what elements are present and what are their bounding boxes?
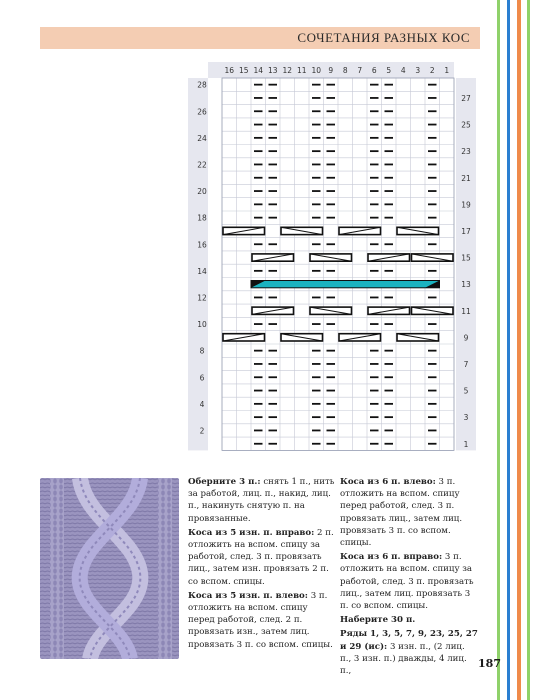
instruction-rows: Ряды 1, 3, 5, 7, 9, 23, 25, 27 и 29 (ис): 3 изн. п., (2 лиц. п., 3 изн. п.) дважды, 4 лиц. п.,: [340, 629, 478, 677]
decor-stripe-orange: [517, 0, 521, 700]
row-number-right: 23: [461, 147, 471, 157]
row-number-right: 7: [463, 359, 469, 369]
row-number-right: 19: [461, 200, 471, 210]
col-number: 3: [415, 66, 421, 75]
col-number: 14: [253, 66, 264, 75]
decor-stripe-blue: [507, 0, 510, 700]
row-number-right: 15: [461, 253, 471, 263]
row-number-left: 24: [197, 133, 207, 143]
col-number: 12: [282, 66, 293, 75]
knit-swatch-photo: [40, 478, 179, 659]
col-number: 11: [296, 66, 307, 75]
row-number-right: 1: [463, 439, 469, 449]
col-number: 15: [238, 66, 249, 75]
row-number-left: 28: [197, 80, 207, 90]
row-number-left: 2: [199, 426, 205, 436]
row-number-right: 21: [461, 173, 471, 183]
row-number-left: 14: [197, 266, 207, 276]
row-number-left: 18: [197, 213, 207, 223]
row-number-right: 11: [461, 306, 471, 316]
row-number-left: 6: [199, 373, 205, 383]
col-number: 5: [386, 66, 392, 75]
knitting-chart: [188, 62, 476, 462]
col-number: 1: [444, 66, 450, 75]
instruction-wrap-3: Оберните 3 п.: снять 1 п., нить за работой, лиц. п., накид, лиц. п., накинуть снятую п. на провязанные.: [188, 477, 335, 524]
row-number-right: 13: [461, 280, 471, 290]
instructions-column-1: [188, 476, 336, 653]
instruction-cable-6-left: Коса из 6 п. влево: 3 п. отложить на вспом. спицу перед работой, след. 3 п. провязать лиц., затем лиц. провязать 3 п. со вспом. спицы.: [340, 477, 463, 549]
row-number-right: 5: [463, 386, 469, 396]
instruction-cable-5-left: Коса из 5 изн. п. влево: 3 п. отложить на вспом. спицу перед работой, след. 2 п. провязать изн., затем лиц. провязать 3 п. со вспом. спицы.: [188, 590, 333, 650]
instruction-cable-6-right: Коса из 6 п. вправо: 3 п. отложить на вспом. спицу за работой, след. 3 п. провязать лиц., затем лиц. провязать 3 п. со вспом. спицы.: [340, 552, 474, 612]
row-number-left: 20: [197, 187, 207, 197]
row-number-right: 3: [463, 413, 469, 423]
col-number: 16: [224, 66, 235, 75]
row-number-right: 25: [461, 120, 471, 130]
instructions-column-2: [340, 476, 478, 679]
row-number-right: 17: [461, 226, 471, 236]
col-number: 2: [429, 66, 435, 75]
row-number-left: 8: [199, 346, 205, 356]
row-number-left: 22: [197, 160, 207, 170]
chart-background: [188, 62, 476, 462]
row-number-left: 4: [199, 399, 205, 409]
col-number: 4: [400, 66, 406, 75]
col-number: 7: [357, 66, 363, 75]
row-number-left: 26: [197, 107, 207, 117]
decor-stripe-green: [497, 0, 500, 700]
row-number-left: 12: [197, 293, 207, 303]
col-number: 13: [267, 66, 278, 75]
section-title: СОЧЕТАНИЯ РАЗНЫХ КОС: [297, 30, 470, 45]
instruction-cable-5-right: Коса из 5 изн. п. вправо: 2 п. отложить на вспом. спицу за работой, след. 3 п. провязать лиц., затем изн. провязать 2 п. со вспом. спицы.: [188, 527, 334, 587]
page-number: 187: [478, 657, 501, 670]
row-number-right: 27: [461, 93, 471, 103]
col-number: 10: [311, 66, 322, 75]
instruction-cast-on: Наберите 30 п.: [340, 615, 416, 626]
col-number: 9: [328, 66, 334, 75]
section-header: [40, 27, 480, 49]
col-number: 6: [371, 66, 377, 75]
row-number-right: 9: [463, 333, 469, 343]
decor-stripe-green-2: [527, 0, 530, 700]
col-number: 8: [342, 66, 348, 75]
row-number-left: 16: [197, 240, 207, 250]
cable-teal-row-13: [251, 281, 440, 288]
row-number-left: 10: [197, 320, 207, 330]
